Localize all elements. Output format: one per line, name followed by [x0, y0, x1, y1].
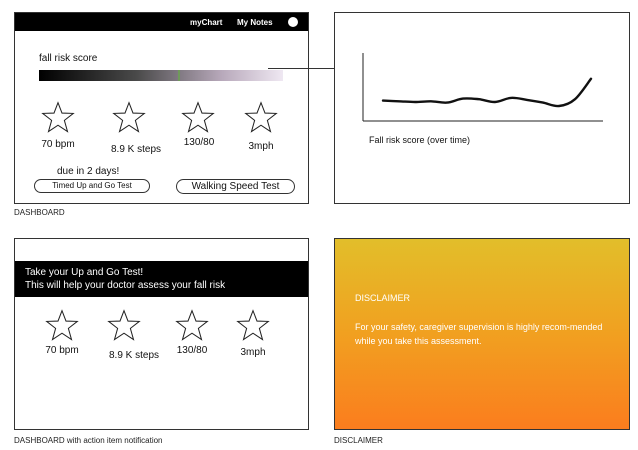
walking-speed-star-icon: [244, 101, 278, 135]
banner-line-1: Take your Up and Go Test!: [25, 267, 144, 278]
metric-walking-speed: 3mph: [248, 141, 274, 152]
metric-steps: 8.9 K steps: [110, 144, 162, 155]
disclaimer-panel: [334, 238, 630, 430]
fall-risk-gradient-bar: [39, 70, 283, 81]
metric-walking-speed: 3mph: [240, 347, 266, 358]
fall-risk-marker: [178, 70, 180, 81]
notification-dashboard-panel: [14, 238, 309, 430]
metric-heart-rate: 70 bpm: [41, 139, 75, 150]
steps-star-icon: [112, 101, 146, 135]
walking-speed-star-icon: [236, 309, 270, 343]
notification-dashboard-caption: DASHBOARD with action item notification: [14, 436, 163, 445]
mychart-link[interactable]: myChart: [190, 18, 223, 27]
top-nav-bar: [15, 13, 308, 31]
chart-panel: [334, 12, 630, 204]
heart-rate-star-icon: [41, 101, 75, 135]
timed-up-and-go-button[interactable]: Timed Up and Go Test: [34, 179, 150, 193]
fall-risk-label: fall risk score: [39, 53, 98, 64]
metric-blood-pressure: 130/80: [183, 137, 215, 148]
metric-blood-pressure: 130/80: [176, 345, 208, 356]
fall-risk-chart: [335, 13, 629, 203]
blood-pressure-star-icon: [181, 101, 215, 135]
fall-risk-series-line: [383, 79, 591, 106]
blood-pressure-star-icon: [175, 309, 209, 343]
profile-toggle[interactable]: [288, 17, 298, 27]
dashboard-panel: [14, 12, 309, 204]
steps-star-icon: [107, 309, 141, 343]
disclaimer-caption: DISCLAIMER: [334, 436, 383, 445]
disclaimer-body: For your safety, caregiver supervision is highly recom-mended while you take this assessment.: [355, 322, 603, 346]
chart-caption: Fall risk score (over time): [369, 135, 471, 145]
metric-steps: 8.9 K steps: [108, 350, 160, 361]
mynotes-link[interactable]: My Notes: [237, 18, 273, 27]
dashboard-caption: DASHBOARD: [14, 208, 65, 217]
due-notice: due in 2 days!: [57, 166, 120, 177]
metric-heart-rate: 70 bpm: [45, 345, 79, 356]
heart-rate-star-icon: [45, 309, 79, 343]
disclaimer-title: DISCLAIMER: [355, 293, 411, 303]
banner-line-2: This will help your doctor assess your fall risk: [25, 280, 226, 291]
walking-speed-test-button[interactable]: Walking Speed Test: [176, 179, 295, 194]
action-item-banner[interactable]: [15, 261, 308, 297]
